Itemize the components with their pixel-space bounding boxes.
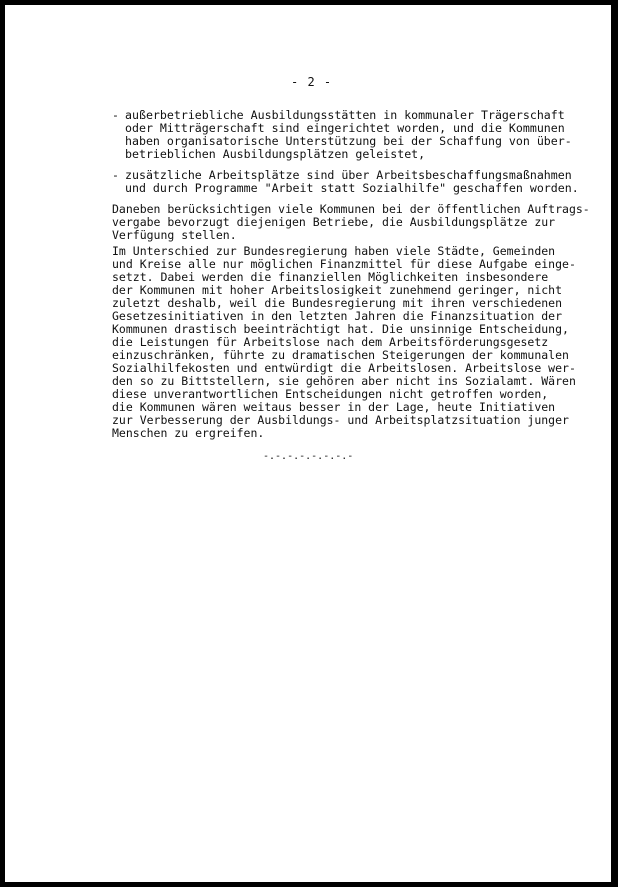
- text-line: zusätzliche Arbeitsplätze sind über Arbeitsbeschaffungsmaßnahmen: [125, 168, 572, 182]
- bullet-dash: -: [112, 108, 119, 122]
- text-line: zur Verbesserung der Ausbildungs- und Arbeitsplatzsituation junger: [112, 413, 569, 427]
- text-line: Verfügung stellen.: [112, 228, 237, 242]
- text-line: setzt. Dabei werden die finanziellen Möglichkeiten insbesondere: [112, 270, 549, 284]
- text-line: und Kreise alle nur möglichen Finanzmittel für diese Aufgabe einge-: [112, 257, 576, 271]
- text-line: den so zu Bittstellern, sie gehören aber nicht ins Sozialamt. Wären: [112, 374, 576, 388]
- text-line: Sozialhilfekosten und entwürdigt die Arbeitslosen. Arbeitslose wer-: [112, 361, 576, 375]
- end-mark: -.-.-.-.-.-.-.-: [263, 451, 354, 462]
- text-line: Kommunen drastisch beeinträchtigt hat. Die unsinnige Entscheidung,: [112, 322, 569, 336]
- page-number: - 2 -: [291, 75, 333, 89]
- text-line: Im Unterschied zur Bundesregierung haben viele Städte, Gemeinden: [112, 244, 556, 258]
- text-line: einzuschränken, führte zu dramatischen Steigerungen der kommunalen: [112, 348, 569, 362]
- text-line: vergabe bevorzugt diejenigen Betriebe, die Ausbildungsplätze zur: [112, 215, 556, 229]
- text-line: außerbetriebliche Ausbildungsstätten in kommunaler Trägerschaft: [125, 108, 565, 122]
- document-page: [5, 5, 611, 882]
- text-line: die Kommunen wären weitaus besser in der Lage, heute Initiativen: [112, 400, 556, 414]
- text-line: und durch Programme "Arbeit statt Sozialhilfe" geschaffen worden.: [125, 181, 579, 195]
- text-line: Menschen zu ergreifen.: [112, 426, 265, 440]
- text-line: zuletzt deshalb, weil die Bundesregierung mit ihren verschiedenen: [112, 296, 563, 310]
- text-line: betrieblichen Ausbildungsplätzen geleistet,: [125, 147, 426, 161]
- text-line: Gesetzesinitiativen in den letzten Jahren die Finanzsituation der: [112, 309, 563, 323]
- text-line: diese unverantwortlichen Entscheidungen nicht getroffen worden,: [112, 387, 549, 401]
- paragraph: [112, 245, 602, 440]
- text-line: die Leistungen für Arbeitslose nach dem Arbeitsförderungsgesetz: [112, 335, 549, 349]
- text-line: oder Mitträgerschaft sind eingerichtet worden, und die Kommunen: [125, 121, 565, 135]
- text-line: Daneben berücksichtigen viele Kommunen bei der öffentlichen Auftrags-: [112, 202, 590, 216]
- text-line: haben organisatorische Unterstützung bei der Schaffung von über-: [125, 134, 572, 148]
- text-line: der Kommunen mit hoher Arbeitslosigkeit zunehmend geringer, nicht: [112, 283, 563, 297]
- bullet-dash: -: [112, 168, 119, 182]
- paragraph: [112, 203, 602, 242]
